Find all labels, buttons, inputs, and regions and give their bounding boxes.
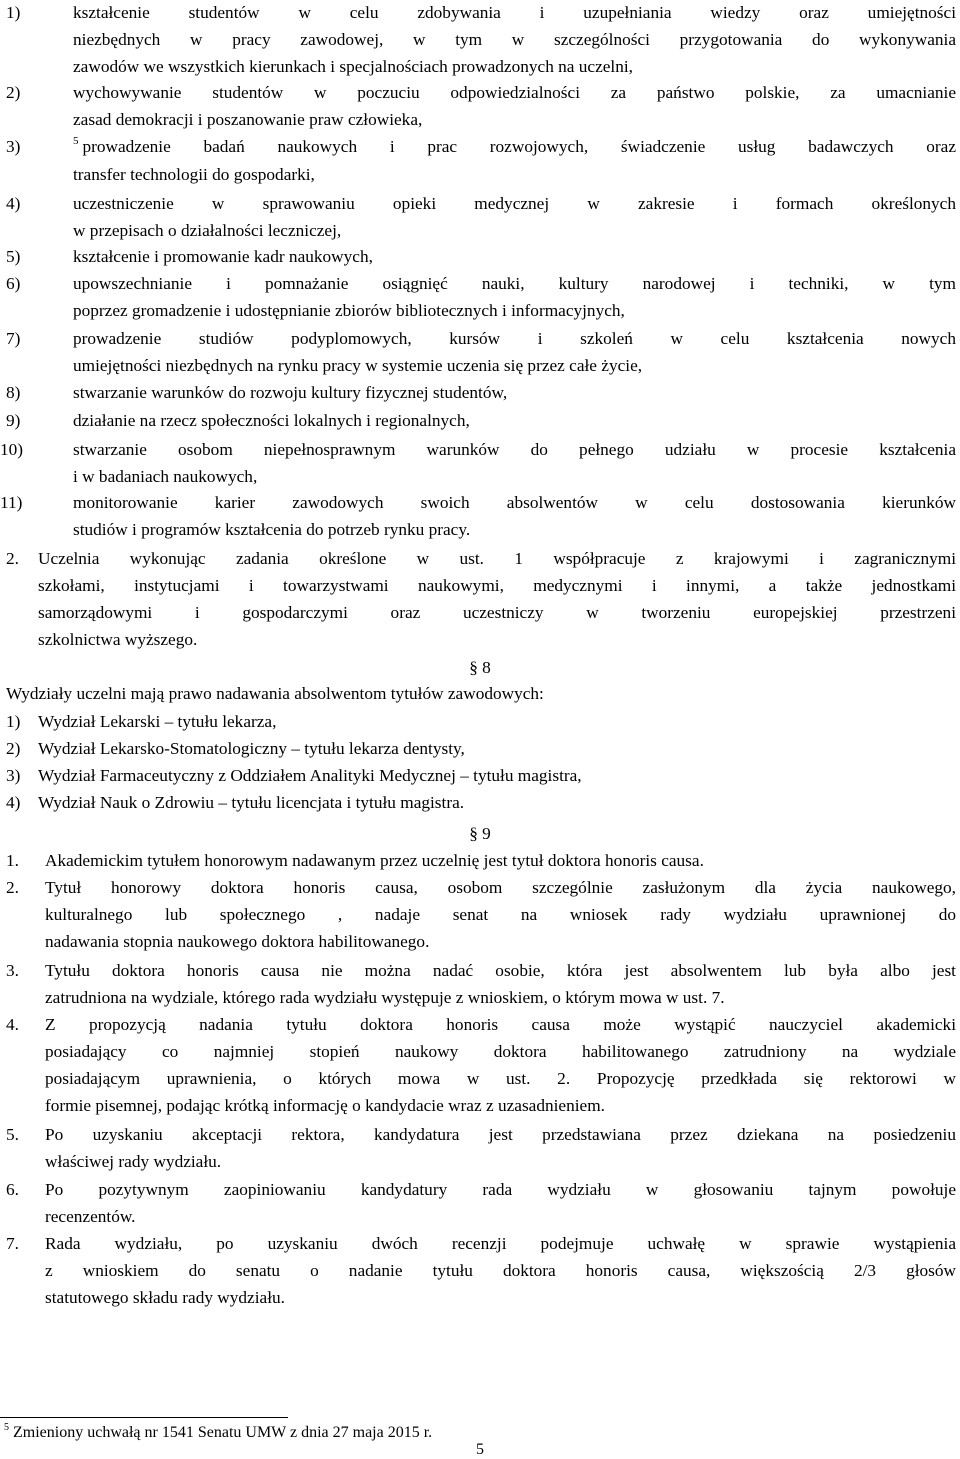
list-item-text: stwarzanie warunków do rozwoju kultury fizycznej studentów, bbox=[73, 383, 508, 402]
list-item-number: 4) bbox=[6, 194, 21, 213]
point-number: 4. bbox=[6, 1015, 19, 1034]
point-text: Akademickim tytułem honorowym nadawanym przez uczelnię jest tytuł doktora honoris causa. bbox=[45, 851, 704, 870]
list-item-number: 6) bbox=[6, 274, 21, 293]
list-item-text: poprzez gromadzenie i udostępnianie zbiorów bibliotecznych i informacyjnych, bbox=[73, 301, 625, 320]
page-number: 5 bbox=[476, 1441, 484, 1458]
list-item-text: uczestniczenie w sprawowaniu opieki medycznej w zakresie i formach określonych bbox=[73, 194, 956, 213]
point-text: szkolnictwa wyższego. bbox=[38, 630, 198, 649]
point-text: szkołami, instytucjami i towarzystwami naukowymi, medycznymi i innymi, a także jednostkami bbox=[38, 576, 956, 595]
point-text: Tytułu doktora honoris causa nie można nadać osobie, która jest absolwentem lub była albo jest bbox=[45, 961, 956, 980]
list-item-text: Wydział Nauk o Zdrowiu – tytułu licencjata i tytułu magistra. bbox=[38, 793, 465, 812]
point-number: 2. bbox=[6, 549, 19, 568]
list-item-number: 3) bbox=[6, 137, 21, 156]
section-heading: § 9 bbox=[469, 824, 491, 843]
list-item-text: i w badaniach naukowych, bbox=[73, 467, 258, 486]
list-item-number: 9) bbox=[6, 411, 21, 430]
list-item-text: stwarzanie osobom niepełnosprawnym warunków do pełnego udziału w procesie kształcenia bbox=[73, 440, 956, 459]
list-item-text: Wydział Lekarski – tytułu lekarza, bbox=[38, 712, 277, 731]
list-item-text: Wydział Farmaceutyczny z Oddziałem Analityki Medycznej – tytułu magistra, bbox=[38, 766, 582, 785]
list-item-number: 1) bbox=[6, 3, 21, 22]
list-item-number: 8) bbox=[6, 383, 21, 402]
point-text: właściwej rady wydziału. bbox=[45, 1152, 222, 1171]
point-text: samorządowymi i gospodarczymi oraz uczestniczy w tworzeniu europejskiej przestrzeni bbox=[38, 603, 956, 622]
list-item-text: zawodów we wszystkich kierunkach i specjalnościach prowadzonych na uczelni, bbox=[73, 57, 633, 76]
footnote-text: Zmieniony uchwałą nr 1541 Senatu UMW z dnia 27 maja 2015 r. bbox=[13, 1424, 433, 1441]
list-item-text: prowadzenie studiów podyplomowych, kursów i szkoleń w celu kształcenia nowych bbox=[73, 329, 956, 348]
list-item-number: 2) bbox=[6, 83, 21, 102]
point-text: z wnioskiem do senatu o nadanie tytułu doktora honoris causa, większością 2/3 głosów bbox=[45, 1261, 956, 1280]
list-item-text: w przepisach o działalności leczniczej, bbox=[73, 221, 342, 240]
footnote-mark: 5 bbox=[4, 1422, 9, 1433]
list-item-number: 1) bbox=[6, 712, 21, 731]
list-item-number: 7) bbox=[6, 329, 21, 348]
section-heading: § 8 bbox=[469, 658, 491, 677]
point-text: Uczelnia wykonując zadania określone w ust. 1 współpracuje z krajowymi i zagranicznymi bbox=[38, 549, 956, 568]
section-intro: Wydziały uczelni mają prawo nadawania absolwentom tytułów zawodowych: bbox=[6, 684, 544, 703]
list-item-number: 5) bbox=[6, 247, 21, 266]
point-text: posiadającym uprawnienia, o których mowa w ust. 2. Propozycję przedkłada się rektorowi w bbox=[45, 1069, 956, 1088]
list-item-number: 4) bbox=[6, 793, 21, 812]
point-number: 7. bbox=[6, 1234, 19, 1253]
point-number: 6. bbox=[6, 1180, 19, 1199]
point-text: Z propozycją nadania tytułu doktora honoris causa może wystąpić nauczyciel akademicki bbox=[45, 1015, 956, 1034]
point-text: kulturalnego lub społecznego , nadaje senat na wniosek rady wydziału uprawnionej do bbox=[45, 905, 956, 924]
point-text: Po pozytywnym zaopiniowaniu kandydatury rada wydziału w głosowaniu tajnym powołuje bbox=[45, 1180, 956, 1199]
list-item-text: niezbędnych w pracy zawodowej, w tym w szczególności przygotowania do wykonywania bbox=[73, 30, 956, 49]
footnote bbox=[4, 1424, 432, 1442]
list-item-text: monitorowanie karier zawodowych swoich absolwentów w celu dostosowania kierunków bbox=[73, 493, 956, 512]
list-item-text: umiejętności niezbędnych na rynku pracy w systemie uczenia się przez całe życie, bbox=[73, 356, 643, 375]
point-text: Rada wydziału, po uzyskaniu dwóch recenzji podejmuje uchwałę w sprawie wystąpienia bbox=[45, 1234, 956, 1253]
point-text: posiadający co najmniej stopień naukowy doktora habilitowanego zatrudniony na wydziale bbox=[45, 1042, 956, 1061]
list-item-number: 3) bbox=[6, 766, 21, 785]
list-item-text: działanie na rzecz społeczności lokalnych i regionalnych, bbox=[73, 411, 470, 430]
point-number: 1. bbox=[6, 851, 19, 870]
list-item-text: studiów i programów kształcenia do potrzeb rynku pracy. bbox=[73, 520, 471, 539]
list-item-number: 11) bbox=[0, 493, 23, 512]
point-text: nadawania stopnia naukowego doktora habilitowanego. bbox=[45, 932, 430, 951]
point-number: 5. bbox=[6, 1125, 19, 1144]
footnote-separator bbox=[0, 1417, 288, 1418]
list-item-text: wychowywanie studentów w poczuciu odpowiedzialności za państwo polskie, za umacnianie bbox=[73, 83, 956, 102]
point-text: formie pisemnej, podając krótką informację o kandydacie wraz z uzasadnieniem. bbox=[45, 1096, 605, 1115]
point-text: statutowego składu rady wydziału. bbox=[45, 1288, 285, 1307]
list-item-text: upowszechnianie i pomnażanie osiągnięć nauki, kultury narodowej i techniki, w tym bbox=[73, 274, 956, 293]
list-item-text: kształcenie i promowanie kadr naukowych, bbox=[73, 247, 373, 266]
list-item-text: zasad demokracji i poszanowanie praw człowieka, bbox=[73, 110, 423, 129]
list-item-number: 2) bbox=[6, 739, 21, 758]
point-number: 3. bbox=[6, 961, 19, 980]
point-text: Po uzyskaniu akceptacji rektora, kandydatura jest przedstawiana przez dziekana na posiedzeniu bbox=[45, 1125, 956, 1144]
point-text: recenzentów. bbox=[45, 1207, 136, 1226]
footnote-ref: 5 bbox=[73, 135, 79, 147]
point-text: zatrudniona na wydziale, którego rada wydziału występuje z wnioskiem, o którym mowa w ust. 7. bbox=[45, 988, 725, 1007]
point-text: Tytuł honorowy doktora honoris causa, osobom szczególnie zasłużonym dla życia naukowego, bbox=[45, 878, 956, 897]
list-item-number: 10) bbox=[0, 440, 24, 459]
point-number: 2. bbox=[6, 878, 19, 897]
list-item-text-span: prowadzenie badań naukowych i prac rozwojowych, świadczenie usług badawczych oraz bbox=[82, 137, 956, 156]
list-item-text: transfer technologii do gospodarki, bbox=[73, 165, 315, 184]
list-item-text: Wydział Lekarsko-Stomatologiczny – tytułu lekarza dentysty, bbox=[38, 739, 465, 758]
list-item-text: kształcenie studentów w celu zdobywania i uzupełniania wiedzy oraz umiejętności bbox=[73, 3, 956, 22]
list-item-text bbox=[73, 137, 956, 157]
